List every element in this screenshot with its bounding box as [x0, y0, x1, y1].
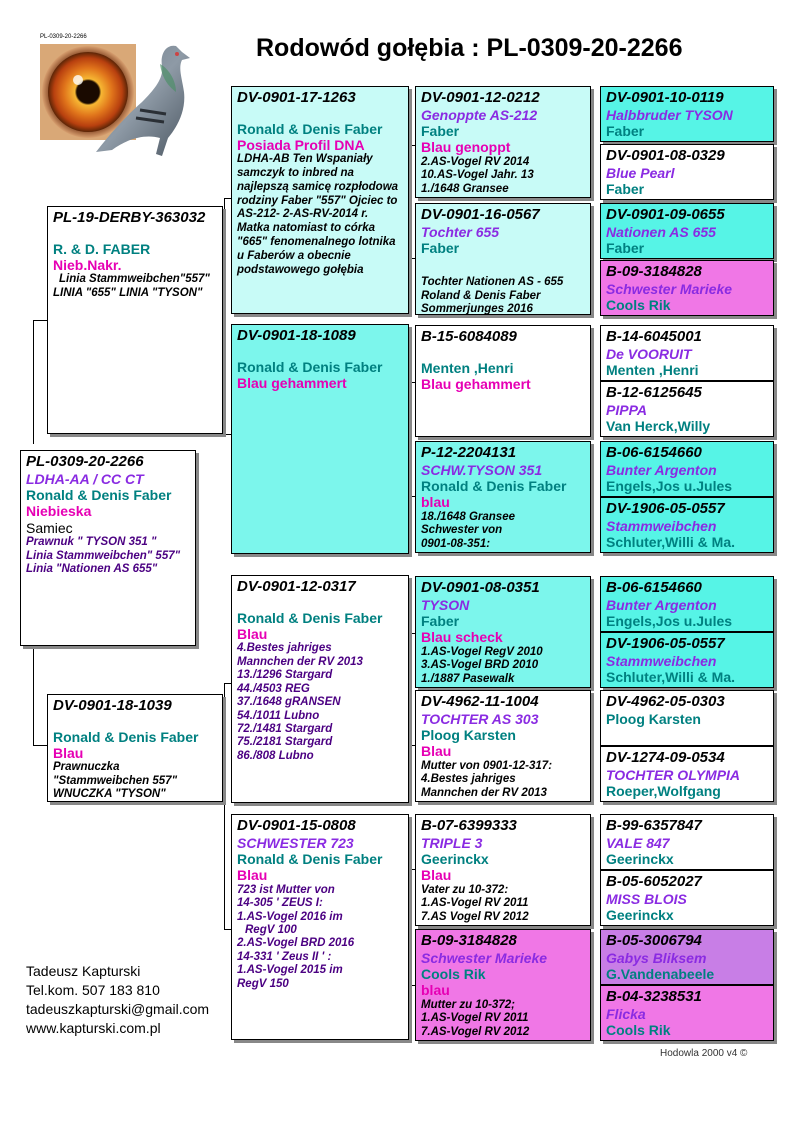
- ring-number: DV-0901-18-1039: [53, 697, 172, 714]
- owner-name: Tadeusz Kapturski: [26, 963, 141, 979]
- pedigree-card-mother: [47, 694, 223, 802]
- pigeon-color: blau: [421, 982, 450, 999]
- ring-number: B-15-6084089: [421, 328, 517, 345]
- pigeon-name: TOCHTER AS 303: [421, 710, 539, 727]
- info-line: 44./4503 REG: [237, 682, 310, 695]
- pigeon-name: SCHWESTER 723: [237, 834, 354, 851]
- pedigree-card-g4: [600, 86, 774, 142]
- pedigree-card-father: [47, 206, 223, 434]
- ring-number: DV-0901-09-0655: [606, 206, 725, 223]
- info-line: 3.AS-Vogel BRD 2010: [421, 659, 539, 672]
- info-line: Vater zu 10-372:: [421, 883, 509, 896]
- pedigree-card-g4: [600, 144, 774, 200]
- info-line: 4.Bestes jahriges: [237, 642, 332, 655]
- pigeon-name: Stammweibchen: [606, 517, 717, 534]
- pigeon-name: VALE 847: [606, 834, 670, 851]
- pedigree-card-g4: [600, 381, 774, 437]
- breeder-name: Ronald & Denis Faber: [26, 486, 172, 503]
- breeder-name: Cools Rik: [421, 965, 486, 982]
- info-line: Roland & Denis Faber: [421, 289, 541, 302]
- info-line: 1.AS-Vogel RV 2011: [421, 897, 529, 910]
- ring-number: B-05-6052027: [606, 873, 702, 890]
- connector-line: [33, 320, 34, 444]
- info-line: Mannchen der RV 2013: [237, 655, 363, 668]
- pedigree-card-mf: [231, 575, 409, 803]
- pedigree-card-mff: [415, 576, 591, 688]
- ring-number: PL-19-DERBY-363032: [53, 209, 206, 226]
- ring-number: B-09-3184828: [421, 932, 517, 949]
- ring-number: B-99-6357847: [606, 817, 702, 834]
- pigeon-color: Blau gehammert: [237, 374, 347, 391]
- info-line: 72./1481 Stargard: [237, 723, 333, 736]
- pedigree-card-g4: [600, 690, 774, 746]
- pedigree-card-g4: [600, 746, 774, 802]
- ring-number: DV-4962-05-0303: [606, 693, 725, 710]
- pedigree-card-g4: [600, 814, 774, 870]
- ring-number: B-09-3184828: [606, 263, 702, 280]
- pedigree-card-fff: [415, 86, 591, 198]
- pigeon-color: blau: [421, 494, 450, 511]
- pedigree-card-mmf: [415, 814, 591, 926]
- ring-number: P-12-2204131: [421, 444, 517, 461]
- ring-number: DV-0901-18-1089: [237, 327, 356, 344]
- info-line: Prawnuk " TYSON 351 ": [26, 536, 157, 549]
- ring-number: DV-1906-05-0557: [606, 500, 725, 517]
- pedigree-card-fmf: [415, 325, 591, 437]
- breeder-name: Cools Rik: [606, 296, 671, 313]
- pedigree-card-g4: [600, 203, 774, 259]
- breeder-name: Faber: [421, 612, 460, 629]
- pigeon-color: Blau gehammert: [421, 375, 531, 392]
- connector-line: [33, 320, 47, 321]
- info-line: 7.AS-Vogel RV 2012: [421, 1025, 530, 1038]
- info-line: WNUCZKA "TYSON": [53, 788, 166, 801]
- breeder-name: G.Vandenabeele: [606, 965, 715, 982]
- connector-line: [224, 198, 231, 199]
- info-line: 86./808 Lubno: [237, 749, 314, 762]
- software-version: Hodowla 2000 v4 ©: [660, 1048, 748, 1059]
- ring-number: DV-0901-12-0212: [421, 89, 540, 106]
- info-line: 1.AS-Vogel RegV 2010: [421, 645, 543, 658]
- pigeon-name: Blue Pearl: [606, 164, 675, 181]
- pigeon-color: Blau scheck: [421, 629, 503, 646]
- pigeon-name: Nationen AS 655: [606, 223, 716, 240]
- info-line: 10.AS-Vogel Jahr. 13: [421, 169, 534, 182]
- breeder-name: Geerinckx: [606, 906, 674, 923]
- ring-number: DV-4962-11-1004: [421, 693, 539, 710]
- info-line: 1.AS-Vogel 2015 im: [237, 964, 343, 977]
- info-line: 18./1648 Gransee: [421, 510, 515, 523]
- pedigree-card-g4: [600, 632, 774, 688]
- pedigree-card-subject: [20, 450, 196, 646]
- info-line: 4.Bestes jahriges: [421, 773, 516, 786]
- pigeon-name: Schwester Marieke: [606, 280, 733, 297]
- info-line: 7.AS Vogel RV 2012: [421, 910, 529, 923]
- breeder-name: Van Herck,Willy: [606, 417, 711, 434]
- info-line: 2.AS-Vogel BRD 2016: [237, 937, 355, 950]
- pigeon-name: TRIPLE 3: [421, 834, 483, 851]
- info-line: 0901-08-351:: [421, 537, 491, 550]
- pigeon-color: Blau: [237, 867, 268, 884]
- pedigree-card-g4: [600, 985, 774, 1041]
- ring-number: B-12-6125645: [606, 384, 702, 401]
- connector-line: [33, 647, 34, 745]
- pedigree-card-g4: [600, 260, 774, 316]
- info-line: 723 ist Mutter von: [237, 883, 335, 896]
- breeder-name: Ronald & Denis Faber: [53, 728, 199, 745]
- info-text: LDHA-AB Ten Wspaniały samczyk to inbred na najlepszą samicę rozpłodowa rodziny Faber "557" Ojciec to AS-212- 2-AS-RV-2014 r. Matka natomiast to córka "665" fenomenalnego lotnika u Faberów a obecnie podstawowego gołębia: [237, 153, 399, 276]
- pigeon-sex: Samiec: [26, 519, 73, 536]
- ring-number: B-05-3006794: [606, 932, 702, 949]
- ring-number: DV-0901-12-0317: [237, 578, 356, 595]
- breeder-name: Geerinckx: [606, 850, 674, 867]
- breeder-name: Cools Rik: [606, 1021, 671, 1038]
- breeder-name: Geerinckx: [421, 850, 489, 867]
- breeder-name: Faber: [421, 239, 460, 256]
- pigeon-name: SCHW.TYSON 351: [421, 461, 543, 478]
- ring-number: B-06-6154660: [606, 444, 702, 461]
- pedigree-card-mm: [231, 814, 409, 1040]
- pedigree-card-fm: [231, 324, 409, 554]
- pedigree-card-g4: [600, 441, 774, 497]
- connector-line: [33, 745, 47, 746]
- ring-number: DV-0901-08-0351: [421, 579, 540, 596]
- pigeon-color: Blau: [421, 743, 452, 760]
- info-line: Linia Stammweibchen" 557": [26, 549, 181, 562]
- breeder-name: Ronald & Denis Faber: [237, 358, 383, 375]
- pedigree-card-mmm: [415, 929, 591, 1041]
- pigeon-name: PIPPA: [606, 401, 647, 418]
- owner-website[interactable]: www.kapturski.com.pl: [26, 1019, 161, 1036]
- info-line: Mutter zu 10-372;: [421, 998, 515, 1011]
- breeder-name: Ronald & Denis Faber: [237, 850, 383, 867]
- info-line: LINIA "655" LINIA "TYSON": [53, 286, 203, 299]
- ring-number: DV-0901-15-0808: [237, 817, 356, 834]
- pigeon-name: Flicka: [606, 1005, 646, 1022]
- breeder-name: Roeper,Wolfgang: [606, 782, 721, 799]
- breeder-name: Ploog Karsten: [421, 726, 516, 743]
- connector-line: [224, 683, 225, 929]
- info-line: 1.AS-Vogel RV 2011: [421, 1012, 529, 1025]
- connector-line: [224, 434, 231, 435]
- breeder-name: Engels,Jos u.Jules: [606, 612, 733, 629]
- info-line: 14-305 ' ZEUS I:: [237, 897, 323, 910]
- pigeon-name: Gabys Bliksem: [606, 949, 707, 966]
- pigeon-color: Posiada Profil DNA: [237, 136, 365, 153]
- ring-number: DV-0901-17-1263: [237, 89, 356, 106]
- owner-contact: [26, 962, 209, 1038]
- breeder-name: Schluter,Willi & Ma.: [606, 533, 736, 550]
- ring-number: DV-0901-08-0329: [606, 147, 725, 164]
- connector-line: [224, 198, 225, 434]
- info-line: RegV 150: [237, 977, 289, 990]
- pedigree-card-g4: [600, 870, 774, 926]
- info-line: Schwester von: [421, 524, 503, 537]
- info-line: Linia Stammweibchen"557": [59, 273, 210, 286]
- ring-number: B-06-6154660: [606, 579, 702, 596]
- pigeon-name: De VOORUIT: [606, 345, 692, 362]
- info-line: 37./1648 gRANSEN: [237, 696, 341, 709]
- ring-number: B-14-6045001: [606, 328, 702, 345]
- info-line: Tochter Nationen AS - 655: [421, 276, 564, 289]
- breeder-name: R. & D. FABER: [53, 240, 151, 257]
- page-title: Rodowód gołębia : PL-0309-20-2266: [256, 34, 683, 62]
- breeder-name: Faber: [421, 122, 460, 139]
- info-line: 1./1648 Gransee: [421, 182, 509, 195]
- breeder-name: Faber: [606, 239, 645, 256]
- breeder-name: Engels,Jos u.Jules: [606, 477, 733, 494]
- info-line: 1.AS-Vogel 2016 im: [237, 910, 343, 923]
- pigeon-name: TYSON: [421, 596, 470, 613]
- pigeon-name: Genoppte AS-212: [421, 106, 538, 123]
- breeder-name: Ronald & Denis Faber: [237, 609, 383, 626]
- ring-number: DV-0901-10-0119: [606, 89, 724, 106]
- pigeon-name: Bunter Argenton: [606, 461, 717, 478]
- connector-line: [224, 683, 231, 684]
- breeder-name: Menten ,Henri: [606, 361, 699, 378]
- info-line: "Stammweibchen 557": [53, 774, 178, 787]
- info-line: 14-331 ' Zeus II ' :: [237, 950, 332, 963]
- info-line: 75./2181 Stargard: [237, 736, 333, 749]
- pigeon-color: Nieb.Nakr.: [53, 256, 122, 273]
- ring-number: B-07-6399333: [421, 817, 517, 834]
- pigeon-color: Blau: [53, 744, 84, 761]
- info-line: Mutter von 0901-12-317:: [421, 759, 553, 772]
- breeder-name: Ronald & Denis Faber: [421, 477, 567, 494]
- pedigree-card-ffm: [415, 203, 591, 315]
- breeder-name: Faber: [606, 122, 645, 139]
- breeder-name: Faber: [606, 180, 645, 197]
- pedigree-card-g4: [600, 929, 774, 985]
- pedigree-card-fmm: [415, 441, 591, 553]
- info-line: Mannchen der RV 2013: [421, 786, 547, 799]
- breeder-name: Ploog Karsten: [606, 710, 701, 727]
- owner-phone: Tel.kom. 507 183 810: [26, 981, 160, 998]
- pedigree-card-g4: [600, 497, 774, 553]
- info-line: 1./1887 Pasewalk: [421, 672, 515, 685]
- ring-number: DV-0901-16-0567: [421, 206, 540, 223]
- pigeon-color: Niebieska: [26, 503, 92, 520]
- pedigree-card-g4: [600, 576, 774, 632]
- pigeon-eye-image: [36, 34, 196, 184]
- ring-number: DV-1274-09-0534: [606, 749, 725, 766]
- pigeon-color: Blau: [421, 867, 452, 884]
- info-line: Prawnuczka: [53, 761, 120, 774]
- info-line: Sommerjunges 2016: [421, 303, 533, 315]
- pigeon-name: MISS BLOIS: [606, 890, 687, 907]
- connector-line: [224, 929, 231, 930]
- photo-caption: PL-0309-20-2266: [40, 34, 87, 40]
- pigeon-name: Bunter Argenton: [606, 596, 717, 613]
- ring-number: PL-0309-20-2266: [26, 453, 144, 470]
- pedigree-card-g4: [600, 325, 774, 381]
- pigeon-name: Schwester Marieke: [421, 949, 548, 966]
- info-line: Linia "Nationen AS 655": [26, 562, 158, 575]
- pigeon-color: Blau genoppt: [421, 139, 511, 156]
- info-line: RegV 100: [245, 924, 297, 937]
- pedigree-card-mfm: [415, 690, 591, 802]
- ring-number: B-04-3238531: [606, 988, 702, 1005]
- breeder-name: Ronald & Denis Faber: [237, 120, 383, 137]
- pedigree-card-ff: [231, 86, 409, 314]
- info-line: 54./1011 Lubno: [237, 709, 320, 722]
- info-line: 13./1296 Stargard: [237, 669, 333, 682]
- pigeon-name: Halbbruder TYSON: [606, 106, 733, 123]
- pigeon-name: Stammweibchen: [606, 652, 717, 669]
- pigeon-photo: [36, 34, 196, 184]
- pigeon-name: Tochter 655: [421, 223, 500, 240]
- pigeon-name: TOCHTER OLYMPIA: [606, 766, 741, 783]
- pigeon-name: LDHA-AA / CC CT: [26, 470, 144, 487]
- ring-number: DV-1906-05-0557: [606, 635, 725, 652]
- pigeon-color: Blau: [237, 625, 268, 642]
- owner-email[interactable]: tadeuszkapturski@gmail.com: [26, 1000, 210, 1017]
- breeder-name: Schluter,Willi & Ma.: [606, 668, 736, 685]
- info-line: 2.AS-Vogel RV 2014: [421, 155, 530, 168]
- breeder-name: Menten ,Henri: [421, 359, 514, 376]
